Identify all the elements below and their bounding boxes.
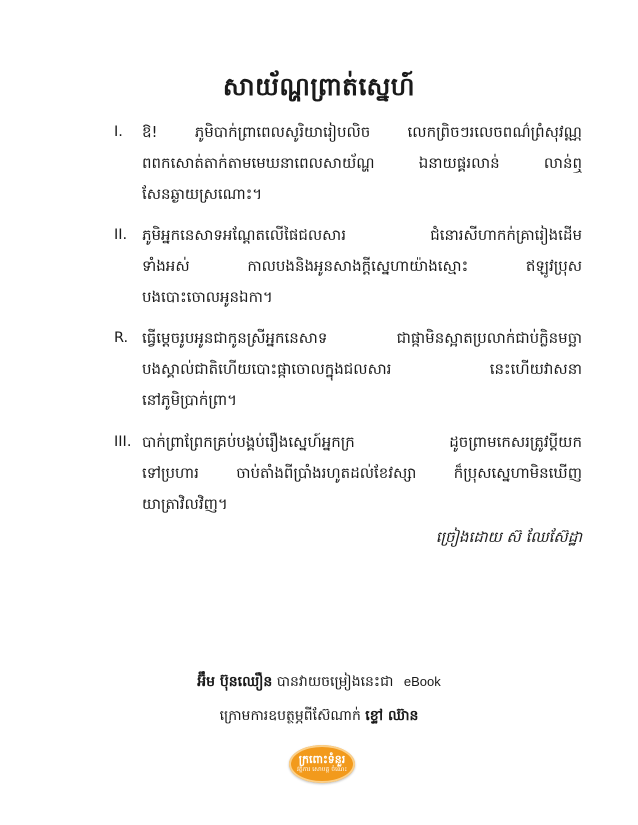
verse-number: R.	[114, 330, 129, 346]
verse-line: ឱ! ភូមិបាក់ព្រាពេលសូរិយារៀបលិច លេកព្រិចៗរលេចពណ៌ព្រំសុវណ្ណ	[142, 123, 582, 141]
typist-name: អ៊ឹម ប៊ុនឈឿន	[197, 674, 273, 690]
song-title: សាយ័ណ្ហព្រាត់ស្នេហ៍	[222, 72, 416, 101]
typist-text: បានវាយចម្រៀងនេះជា	[276, 674, 394, 690]
ebook-label: eBook	[403, 674, 441, 689]
publisher-logo	[289, 745, 355, 783]
verse-number: II.	[114, 227, 128, 243]
verse-line: នៅភូមិប្រាក់ព្រា។	[142, 391, 237, 409]
logo-subtext: វត្តិការ សោបគ្គ ចំណេះ	[297, 766, 347, 773]
verse-line: ភូមិអ្នកនេសាទអណ្តែតលើផៃជលសារ ជំនោរសីហាកក់គ្រារៀងដើម	[142, 226, 582, 244]
logo-text: ក្រពោះទំនួរ	[298, 753, 346, 766]
typist-credit	[0, 672, 638, 693]
verse-number: III.	[114, 434, 132, 450]
singer-credit: ច្រៀងដោយ ស៊ ឈែស៊ែដ្ឋា	[435, 528, 582, 546]
verse-line: បងស្គាល់ជាតិហើយបោះផ្កាចោលក្នុងជលសារ នេះហើយវាសនា	[142, 360, 582, 378]
verse-line: ធ្វើម្តេចរូបអូនជាកូនស្រីអ្នកនេសាទ ជាផ្កាមិនស្អាតប្រលាក់ជាប់ក្លិនមច្ឆា	[142, 329, 582, 347]
sponsor-text: ក្រោមការឧបត្ថម្ភពីស៊ែណាក់	[219, 708, 361, 724]
verse-line: ទាំងអស់ កាលបងនិងអូនសាងក្តីស្នេហាយ៉ាងស្មោះ ឥឡូវប្រុស	[142, 257, 582, 275]
verse-line: ទៅប្រហារ ចាប់តាំងពីប្រាំងរហូតដល់ខែវស្សា ក៏ប្រុសស្នេហាមិនឃើញ	[142, 464, 582, 482]
verse-line: បាក់ព្រាព្រែកគ្រប់បង្គប់រឿងស្នេហ៍អ្នកក្រ ដូចព្រាមកេសរត្រូវប្តីយក	[142, 433, 582, 451]
verse-line: យាត្រាវិលវិញ។	[142, 495, 228, 513]
verse-line: បងបោះចោលអូនឯកា។	[142, 288, 273, 306]
verse-number: I.	[114, 124, 123, 140]
verse-line: សែនឆ្ងាយស្រណោះ។	[142, 185, 263, 203]
sponsor-name: ខ្ទៅ ឈ៊ាន	[365, 708, 419, 724]
sponsor-credit	[0, 706, 638, 727]
verse-line: ពពកសោត់តាក់តាមមេឃនាពេលសាយ័ណ្ហ ឯនាយផ្គរលាន់ លាន់ឮ	[142, 154, 582, 172]
